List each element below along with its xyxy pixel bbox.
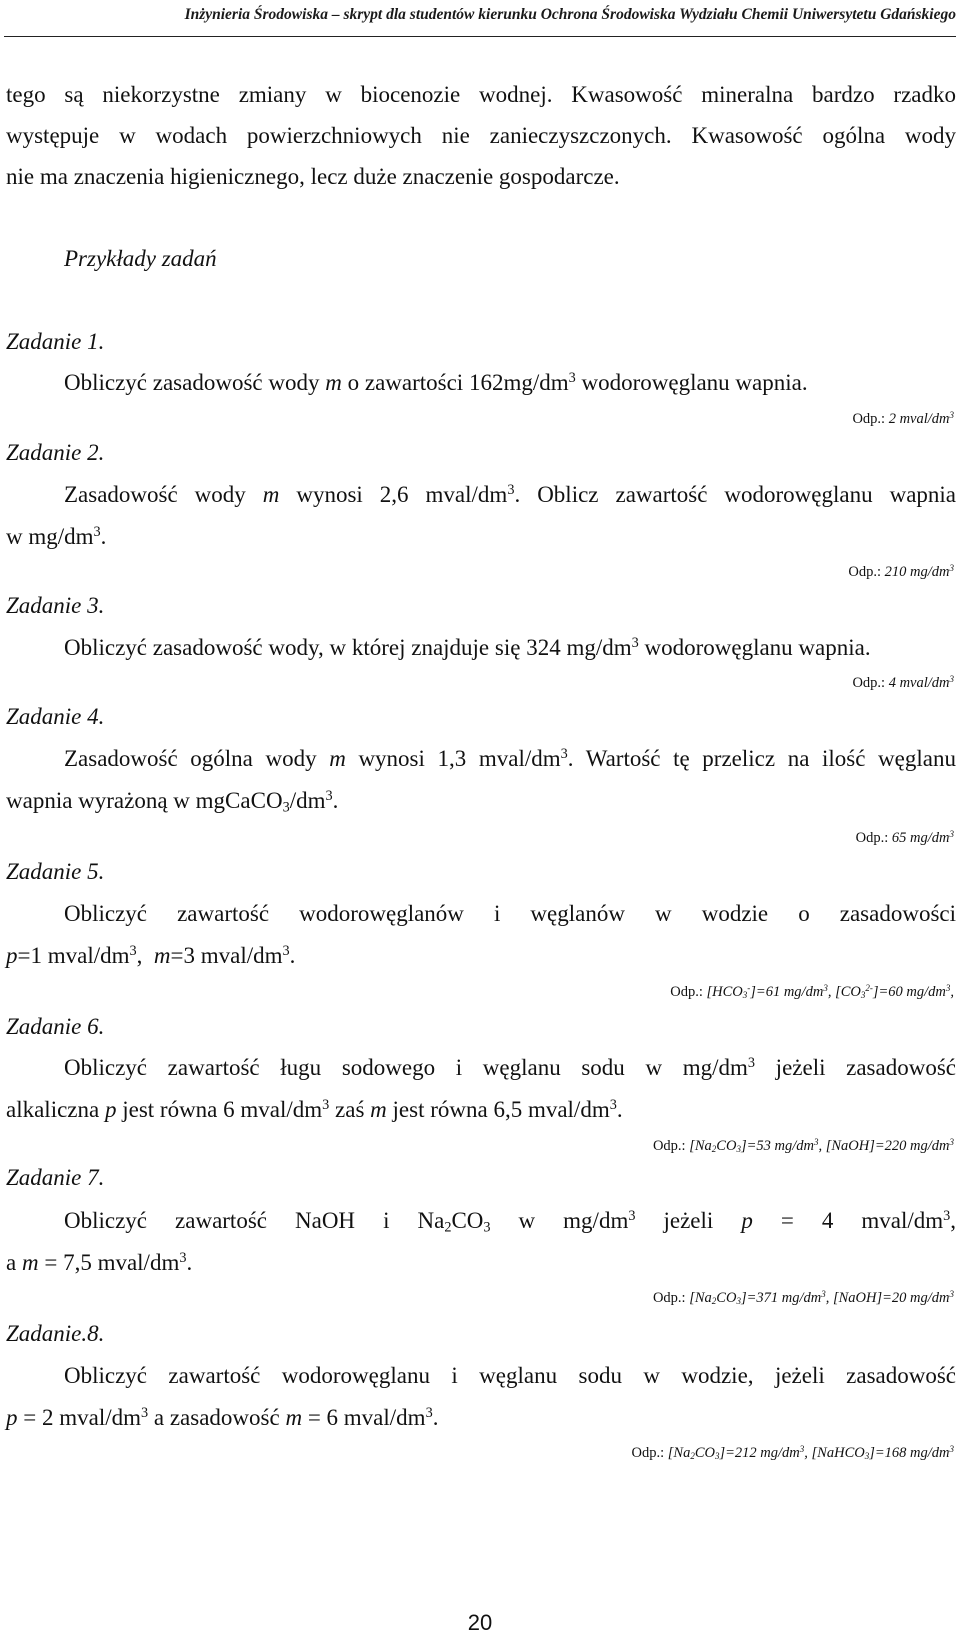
task-6-text-line-2: alkaliczna p jest równa 6 mval/$dm^3$ zaś m jest równa 6,5 mval/$dm^3$. <box>6 1097 623 1122</box>
section-title: Przykłady zadań <box>64 246 217 271</box>
task-5-title: Zadanie 5. <box>6 859 105 884</box>
intro-line-2: występuje w wodach powierzchniowych nie zanieczyszczonych. Kwasowość ogólna wody <box>6 123 956 148</box>
task-6-title: Zadanie 6. <box>6 1014 105 1039</box>
task-1-answer: Odp.: 2 mval/$dm^3$ <box>852 410 954 427</box>
task-2-text-line-2: w $mg/dm^3$. <box>6 524 107 549</box>
task-3-answer-value: 4 mval/dm <box>888 675 950 691</box>
task-2-title: Zadanie 2. <box>6 440 105 465</box>
task-3-title: Zadanie 3. <box>6 593 105 618</box>
task-8-text-line-1: Obliczyć zawartość wodorowęglanu i węglanu sodu w wodzie, jeżeli zasadowość <box>64 1363 956 1388</box>
task-8-answer: Odp.: $[Na_2CO_3]=212$ $mg/dm^3$, [NaHCO$_3$]=168 $mg/dm^3$ <box>631 1444 954 1462</box>
task-3-answer: Odp.: 4 mval/$dm^3$ <box>852 674 954 691</box>
task-5-answer: Odp.: $[HCO_3^-]=61$ $mg/dm^3$, $[CO_3^{2-}]=60$ $mg/dm^3$, <box>670 983 954 1001</box>
task-7-text-line-1: Obliczyć zawartość NaOH i $Na_2CO_3$ w $mg/dm^3$ jeżeli p = 4 mval/$dm^3$, <box>64 1208 956 1236</box>
task-4-answer: Odp.: 65 $mg/dm^3$ <box>855 829 954 846</box>
header-rule <box>4 36 956 37</box>
running-header: Inżynieria Środowiska – skrypt dla studentów kierunku Ochrona Środowiska Wydziału Chemii Uniwersytetu Gdańskiego <box>184 6 956 23</box>
task-4-title: Zadanie 4. <box>6 704 105 729</box>
task-1-title: Zadanie 1. <box>6 329 105 354</box>
page-number: 20 <box>467 1610 493 1635</box>
odp-label: Odp.: <box>852 411 886 427</box>
task-7-answer: Odp.: $[Na_2CO_3]=371$ $mg/dm^3$, [NaOH]=20 $mg/dm^3$ <box>652 1289 954 1307</box>
task-8-text-line-2: p = 2 mval/$dm^3$ a zasadowość m = 6 mval/$dm^3$. <box>6 1405 439 1430</box>
task-6-text-line-1: Obliczyć zawartość ługu sodowego i węglanu sodu w $mg/dm^3$ jeżeli zasadowość <box>64 1055 956 1080</box>
task-5-text-line-2: p=1 mval/$dm^3$, m=3 mval/$dm^3$. <box>6 943 296 968</box>
task-8-title: Zadanie.8. <box>6 1321 105 1346</box>
task-1-answer-value: 2 mval/dm <box>888 411 950 427</box>
intro-line-1: tego są niekorzystne zmiany w biocenozie wodnej. Kwasowość mineralna bardzo rzadko <box>6 82 956 107</box>
task-5-text-line-1: Obliczyć zawartość wodorowęglanów i węglanów w wodzie o zasadowości <box>64 901 956 926</box>
task-1-text: Obliczyć zasadowość wody m o zawartości $162mg/dm^3$ wodorowęglanu wapnia. <box>64 370 808 395</box>
task-4-answer-value: 65 mg/dm <box>891 830 950 846</box>
task-7-text-line-2: a m = 7,5 mval/$dm^3$. <box>6 1250 193 1275</box>
task-3-text: Obliczyć zasadowość wody, w której znajduje się 324 $mg/dm^3$ wodorowęglanu wapnia. <box>64 635 871 660</box>
task-2-answer: Odp.: 210 $mg/dm^3$ <box>848 563 954 580</box>
task-7-title: Zadanie 7. <box>6 1165 105 1190</box>
task-6-answer: Odp.: $[Na_2CO_3]=53$ $mg/dm^3$, [NaOH]=220 $mg/dm^3$ <box>652 1137 954 1155</box>
task-2-answer-value: 210 mg/dm <box>884 564 950 580</box>
task-4-text-line-2: wapnia wyrażoną w $mgCaCO_3/dm^3$. <box>6 788 339 816</box>
intro-line-3: nie ma znaczenia higienicznego, lecz duże znaczenie gospodarcze. <box>6 164 620 189</box>
task-4-text-line-1: Zasadowość ogólna wody m wynosi 1,3 mval/$dm^3$. Wartość tę przelicz na ilość węglanu <box>64 746 956 771</box>
task-2-text-line-1: Zasadowość wody m wynosi 2,6 mval/$dm^3$. Oblicz zawartość wodorowęglanu wapnia <box>64 482 956 507</box>
